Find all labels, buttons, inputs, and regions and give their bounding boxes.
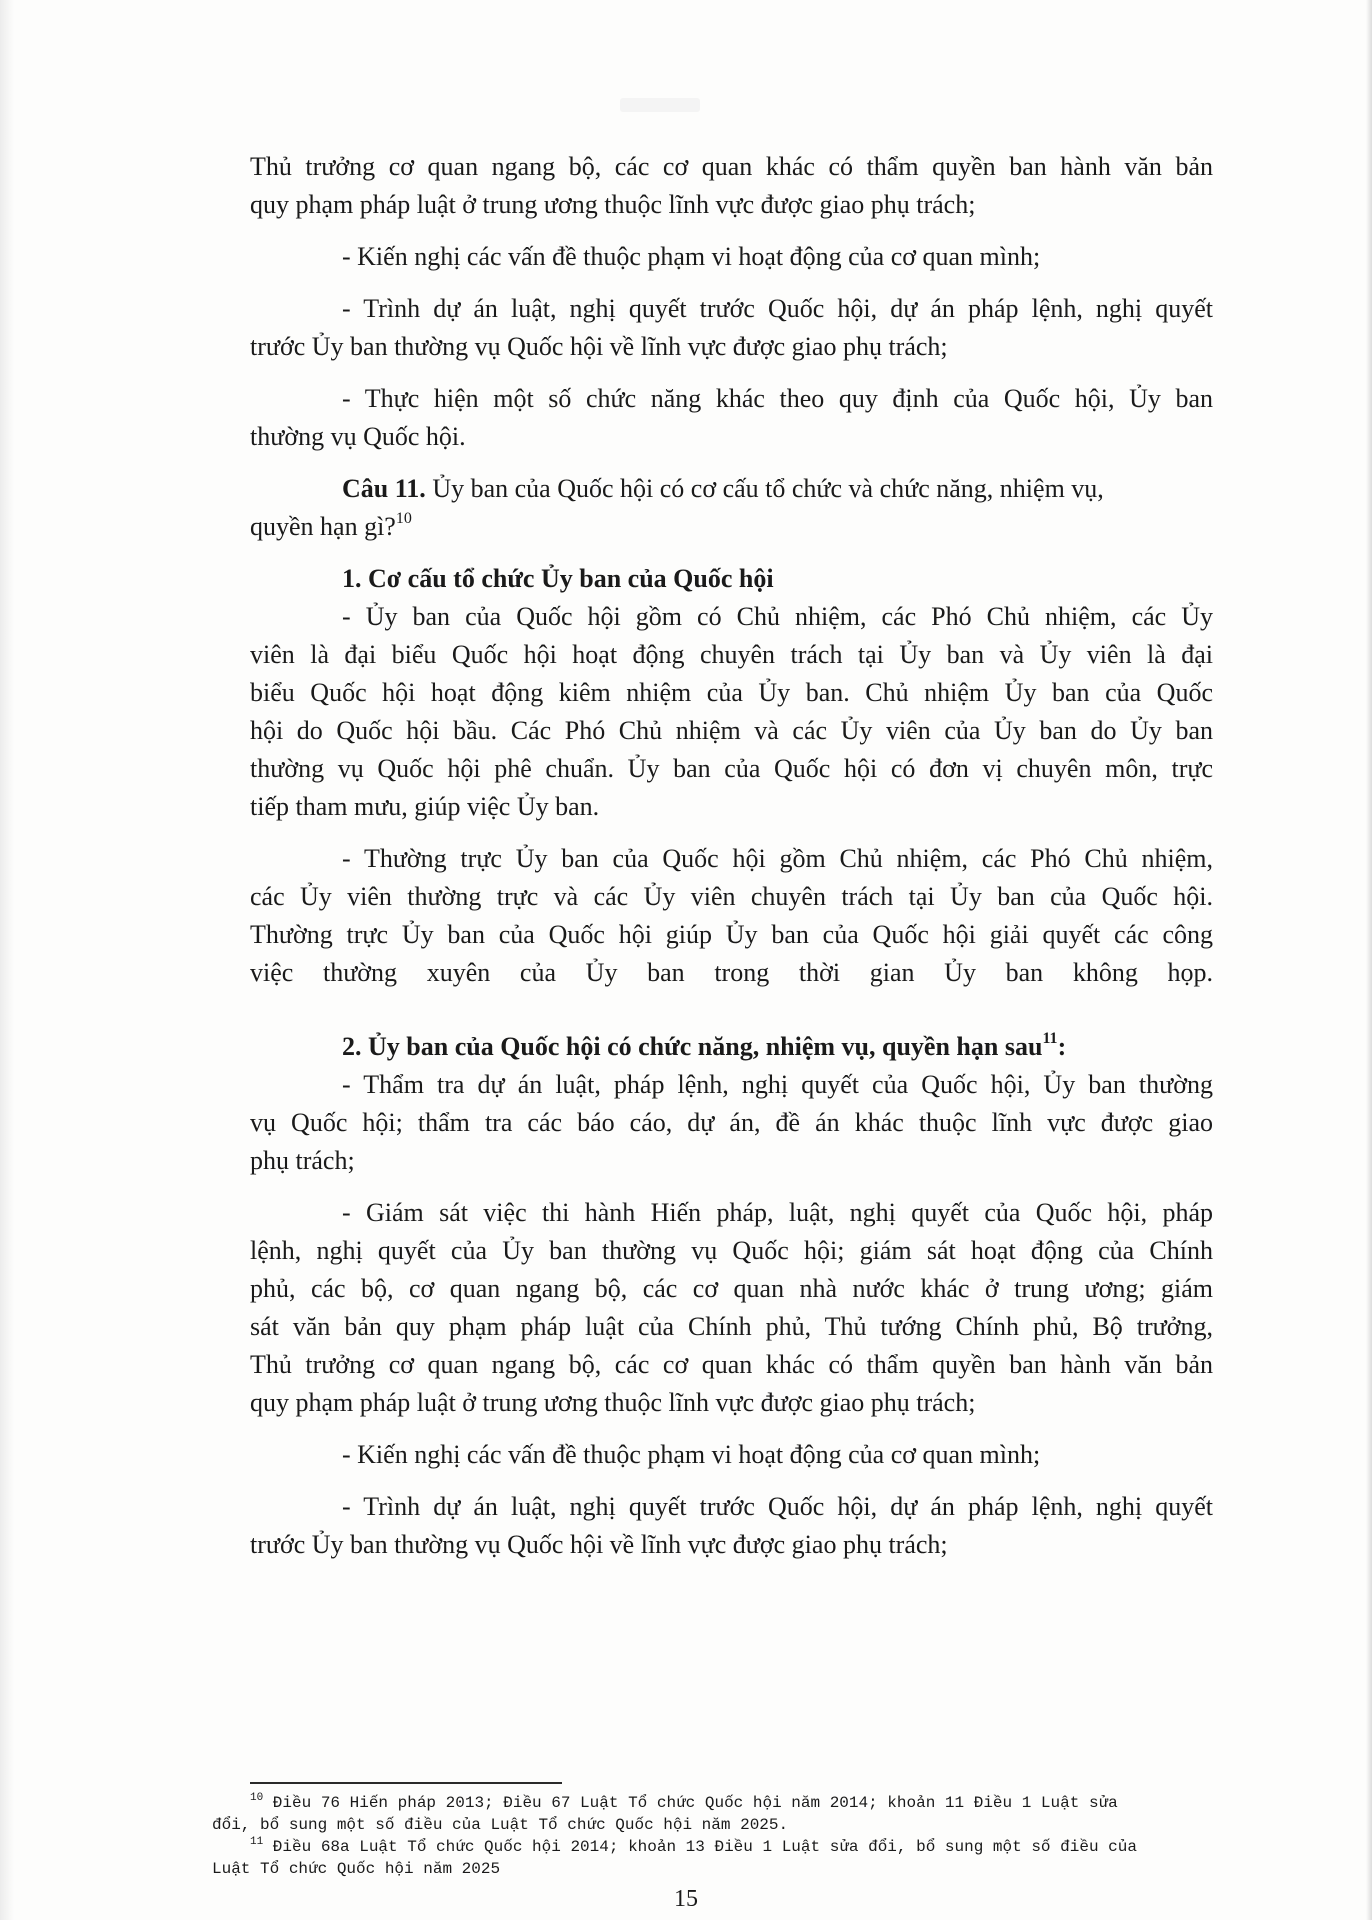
text-line: - Trình dự án luật, nghị quyết trước Quốc hội, dự án pháp lệnh, nghị quyết [342, 294, 1213, 323]
text-line: hội do Quốc hội bầu. Các Phó Chủ nhiệm và các Ủy viên của Ủy ban do Ủy ban [250, 716, 1213, 745]
text-line: - Thẩm tra dự án luật, pháp lệnh, nghị quyết của Quốc hội, Ủy ban thường [342, 1070, 1213, 1099]
scan-shadow-left [0, 0, 14, 1920]
text-line: - Trình dự án luật, nghị quyết trước Quốc hội, dự án pháp lệnh, nghị quyết [342, 1492, 1213, 1521]
text-line: tiếp tham mưu, giúp việc Ủy ban. [250, 792, 600, 821]
paragraph [250, 290, 1213, 366]
footnote-ref: 10 [395, 510, 412, 528]
text-line: quy phạm pháp luật ở trung ương thuộc lĩnh vực được giao phụ trách; [250, 1388, 976, 1417]
text-line: quyền hạn gì?$^{10}$ [250, 510, 412, 541]
text-line: - Giám sát việc thi hành Hiến pháp, luật, nghị quyết của Quốc hội, pháp [342, 1198, 1213, 1227]
footnote-line: Luật Tổ chức Quốc hội năm 2025 [212, 1860, 501, 1878]
body-text [250, 148, 1213, 1564]
text-line: phủ, các bộ, cơ quan ngang bộ, các cơ quan nhà nước khác ở trung ương; giám [250, 1274, 1213, 1303]
text-line: trước Ủy ban thường vụ Quốc hội về lĩnh vực được giao phụ trách; [250, 1530, 948, 1559]
question-label: Câu 11. [342, 474, 426, 503]
paragraph [250, 1194, 1213, 1422]
text-line: thường vụ Quốc hội. [250, 422, 466, 451]
paragraph [250, 598, 1213, 826]
footnote-ref: 11 [1042, 1030, 1058, 1048]
text-line: Thường trực Ủy ban của Quốc hội giúp Ủy ban của Quốc hội giải quyết các công [250, 920, 1213, 949]
text-line: - Kiến nghị các vấn đề thuộc phạm vi hoạt động của cơ quan mình; [342, 1440, 1041, 1469]
text-line: - Kiến nghị các vấn đề thuộc phạm vi hoạt động của cơ quan mình; [342, 242, 1041, 271]
text-line: Thủ trưởng cơ quan ngang bộ, các cơ quan khác có thẩm quyền ban hành văn bản [250, 152, 1213, 181]
text-line: trước Ủy ban thường vụ Quốc hội về lĩnh vực được giao phụ trách; [250, 332, 948, 361]
text-line: Thủ trưởng cơ quan ngang bộ, các cơ quan khác có thẩm quyền ban hành văn bản [250, 1350, 1213, 1379]
text-line: - Thực hiện một số chức năng khác theo quy định của Quốc hội, Ủy ban [342, 384, 1213, 413]
page-number: 15 [674, 1886, 698, 1912]
question-heading [250, 470, 1213, 546]
text-line: lệnh, nghị quyết của Ủy ban thường vụ Quốc hội; giám sát hoạt động của Chính [250, 1236, 1213, 1265]
paragraph [250, 1066, 1213, 1180]
footnote-separator [250, 1782, 562, 1784]
text-line: các Ủy viên thường trực và các Ủy viên chuyên trách tại Ủy ban của Quốc hội. [250, 882, 1213, 911]
text-line: - Ủy ban của Quốc hội gồm có Chủ nhiệm, các Phó Chủ nhiệm, các Ủy [342, 602, 1213, 631]
section-heading: 2. Ủy ban của Quốc hội có chức năng, nhiệm vụ, quyền hạn sau$^{11}$: [342, 1030, 1067, 1061]
text-line: việc thường xuyên của Ủy ban trong thời gian Ủy ban không họp. [250, 958, 1213, 987]
text-line: quy phạm pháp luật ở trung ương thuộc lĩnh vực được giao phụ trách; [250, 190, 976, 219]
paragraph [250, 840, 1213, 992]
text-line: - Thường trực Ủy ban của Quốc hội gồm Chủ nhiệm, các Phó Chủ nhiệm, [342, 844, 1213, 873]
text-line: phụ trách; [250, 1146, 355, 1175]
footnote-line: $^{11}$ Điều 68a Luật Tổ chức Quốc hội 2014; khoản 13 Điều 1 Luật sửa đổi, bổ sung một số điều của [250, 1835, 1137, 1856]
footnote-line: đổi, bổ sung một số điều của Luật Tổ chức Quốc hội năm 2025. [212, 1816, 789, 1834]
text-line: vụ Quốc hội; thẩm tra các báo cáo, dự án, đề án khác thuộc lĩnh vực được giao [250, 1108, 1213, 1137]
paragraph [250, 380, 1213, 456]
footnote-line: $^{10}$ Điều 76 Hiến pháp 2013; Điều 67 Luật Tổ chức Quốc hội năm 2014; khoản 11 Điều 1 Luật sửa [250, 1791, 1118, 1812]
paragraph-continuation [250, 148, 1213, 224]
question-text: Ủy ban của Quốc hội có cơ cấu tổ chức và chức năng, nhiệm vụ, [425, 474, 1104, 503]
section-heading: 1. Cơ cấu tổ chức Ủy ban của Quốc hội [342, 564, 774, 593]
text-line: thường vụ Quốc hội phê chuẩn. Ủy ban của Quốc hội có đơn vị chuyên môn, trực [250, 754, 1213, 783]
text-line [250, 470, 1213, 508]
scan-shadow-right [1366, 0, 1372, 1920]
footnote-11 [212, 1836, 1212, 1880]
footnotes [212, 1792, 1212, 1880]
text-line: biểu Quốc hội hoạt động kiêm nhiệm của Ủy ban. Chủ nhiệm Ủy ban của Quốc [250, 678, 1213, 707]
footnote-number: 11 [250, 1835, 264, 1848]
text-line: sát văn bản quy phạm pháp luật của Chính phủ, Thủ tướng Chính phủ, Bộ trưởng, [250, 1312, 1213, 1341]
bleed-through-mark [620, 98, 700, 112]
text-line: viên là đại biểu Quốc hội hoạt động chuyên trách tại Ủy ban và Ủy viên là đại [250, 640, 1213, 669]
paragraph [250, 1488, 1213, 1564]
footnote-number: 10 [250, 1791, 264, 1804]
footnote-10 [212, 1792, 1212, 1836]
